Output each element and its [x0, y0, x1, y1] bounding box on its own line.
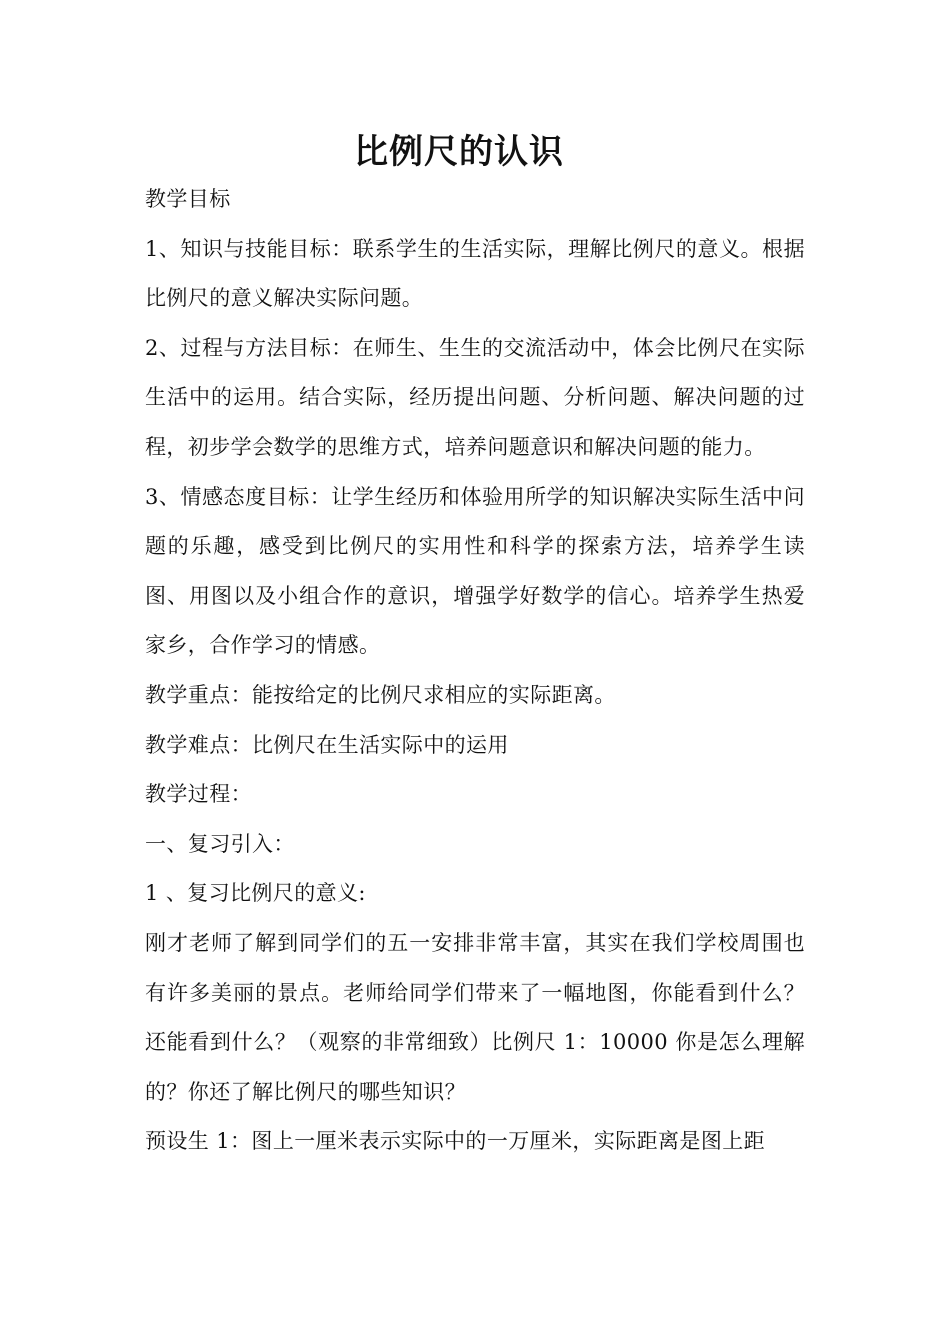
document-title: 比例尺的认识 — [354, 132, 564, 172]
paragraph-objective-1: 1、知识与技能目标：联系学生的生活实际，理解比例尺的意义。根据比例尺的意义解决实际问题。 — [145, 236, 805, 311]
document-body — [145, 175, 805, 1167]
paragraph-preset-1: 预设生 1：图上一厘米表示实际中的一万厘米，实际距离是图上距 — [145, 1129, 766, 1154]
paragraph-objective-2: 2、过程与方法目标：在师生、生生的交流活动中，体会比例尺在实际生活中的运用。结合实际，经历提出问题、分析问题、解决问题的过程，初步学会数学的思维方式，培养问题意识和解决问题的能力。 — [145, 335, 805, 459]
paragraph-section-1: 一、复习引入： — [145, 831, 295, 856]
paragraph-objective-3: 3、情感态度目标：让学生经历和体验用所学的知识解决实际生活中问题的乐趣，感受到比例尺的实用性和科学的探索方法，培养学生读图、用图以及小组合作的意识，增强学好数学的信心。培养学生热爱家乡，合作学习的情感。 — [145, 484, 805, 658]
paragraph-difficulty: 教学难点：比例尺在生活实际中的运用 — [145, 732, 509, 757]
paragraph-subsection-1: 1 、复习比例尺的意义: — [145, 881, 366, 906]
paragraph-intro-text: 刚才老师了解到同学们的五一安排非常丰富，其实在我们学校周围也有许多美丽的景点。老师给同学们带来了一幅地图，你能看到什么？还能看到什么？（观察的非常细致）比例尺 1：10000 你是怎么理解的？你还了解比例尺的哪些知识？ — [145, 930, 805, 1104]
paragraph-process-heading: 教学过程： — [145, 782, 252, 807]
paragraph-key-point: 教学重点：能按给定的比例尺求相应的实际距离。 — [145, 682, 616, 707]
paragraph-heading-objectives: 教学目标 — [145, 187, 231, 211]
